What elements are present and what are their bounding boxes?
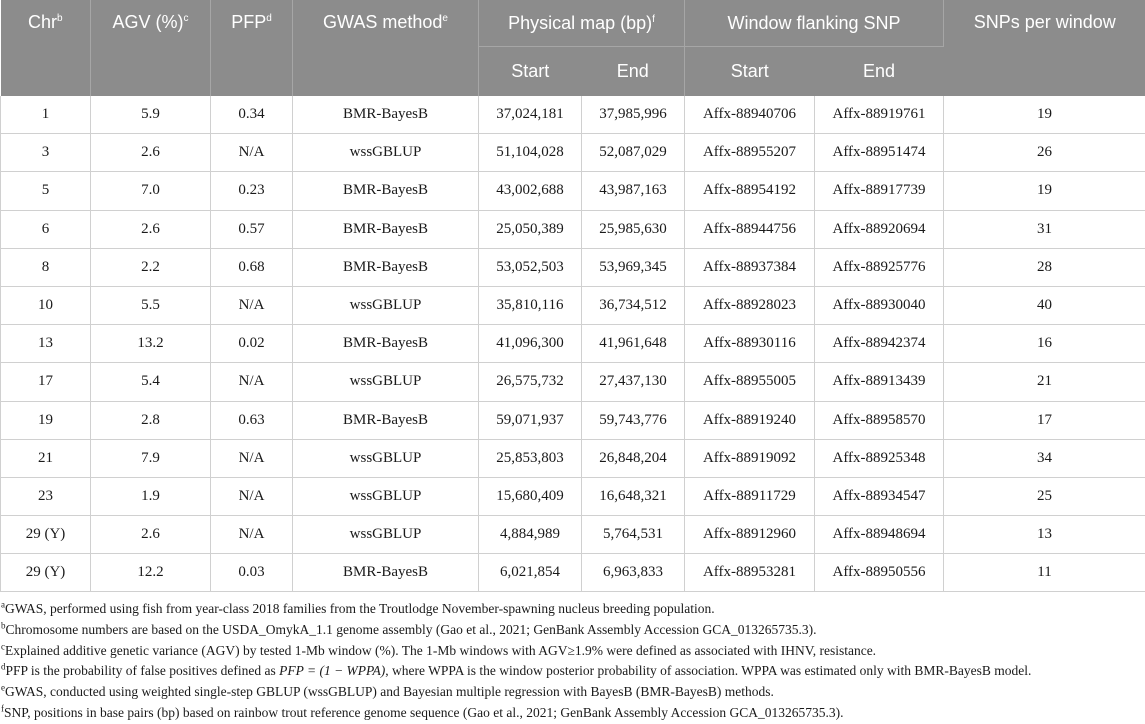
cell-snps-per-window: 17 <box>944 401 1145 439</box>
cell-snps-per-window: 13 <box>944 516 1145 554</box>
cell-agv: 5.4 <box>91 363 211 401</box>
table-row <box>1 439 1145 477</box>
cell-agv: 12.2 <box>91 554 211 592</box>
cell-agv: 7.0 <box>91 172 211 210</box>
cell-gwas-method: BMR-BayesB <box>293 96 479 134</box>
cell-physical-end: 5,764,531 <box>582 516 685 554</box>
cell-snp-start: Affx-88928023 <box>685 286 815 324</box>
cell-snp-start: Affx-88953281 <box>685 554 815 592</box>
cell-physical-start: 51,104,028 <box>479 134 582 172</box>
table-row <box>1 134 1145 172</box>
cell-pfp: N/A <box>211 516 293 554</box>
cell-physical-start: 59,071,937 <box>479 401 582 439</box>
cell-physical-end: 41,961,648 <box>582 325 685 363</box>
cell-snps-per-window: 16 <box>944 325 1145 363</box>
cell-pfp: 0.02 <box>211 325 293 363</box>
cell-snps-per-window: 21 <box>944 363 1145 401</box>
cell-chr: 29 (Y) <box>1 554 91 592</box>
header-agv: AGV (%)$^c$ <box>91 0 211 96</box>
cell-chr: 5 <box>1 172 91 210</box>
cell-gwas-method: BMR-BayesB <box>293 248 479 286</box>
cell-pfp: N/A <box>211 439 293 477</box>
cell-snp-end: Affx-88930040 <box>815 286 944 324</box>
header-window-flanking-snp: Window flanking SNP <box>685 0 944 47</box>
cell-gwas-method: wssGBLUP <box>293 516 479 554</box>
header-chr: Chr$^b$ <box>1 0 91 96</box>
cell-snp-end: Affx-88934547 <box>815 477 944 515</box>
cell-chr: 8 <box>1 248 91 286</box>
cell-snps-per-window: 26 <box>944 134 1145 172</box>
footnote-f: $^f$SNP, positions in base pairs (bp) based on rainbow trout reference genome sequence (Gao et al., 2021; GenBank Assembly Accession GCA_013265735.3). <box>1 703 844 720</box>
cell-snp-end: Affx-88917739 <box>815 172 944 210</box>
cell-pfp: N/A <box>211 477 293 515</box>
cell-snps-per-window: 40 <box>944 286 1145 324</box>
cell-chr: 19 <box>1 401 91 439</box>
cell-agv: 2.6 <box>91 134 211 172</box>
cell-gwas-method: BMR-BayesB <box>293 554 479 592</box>
cell-snp-start: Affx-88930116 <box>685 325 815 363</box>
cell-pfp: N/A <box>211 134 293 172</box>
cell-agv: 2.6 <box>91 210 211 248</box>
cell-chr: 23 <box>1 477 91 515</box>
header-physical-end: End <box>582 47 685 97</box>
cell-gwas-method: BMR-BayesB <box>293 210 479 248</box>
cell-agv: 13.2 <box>91 325 211 363</box>
cell-physical-end: 53,969,345 <box>582 248 685 286</box>
table-row <box>1 363 1145 401</box>
table-row <box>1 96 1145 134</box>
table-row <box>1 172 1145 210</box>
cell-physical-end: 27,437,130 <box>582 363 685 401</box>
cell-pfp: N/A <box>211 363 293 401</box>
cell-snp-start: Affx-88944756 <box>685 210 815 248</box>
cell-physical-start: 53,052,503 <box>479 248 582 286</box>
table-row <box>1 516 1145 554</box>
cell-physical-start: 35,810,116 <box>479 286 582 324</box>
header-physical-start: Start <box>479 47 582 97</box>
cell-chr: 1 <box>1 96 91 134</box>
table-row <box>1 554 1145 592</box>
table-body <box>1 96 1145 592</box>
cell-agv: 2.2 <box>91 248 211 286</box>
cell-physical-end: 16,648,321 <box>582 477 685 515</box>
pfp-formula: PFP = (1 − WPPA) <box>279 663 386 679</box>
table-row <box>1 325 1145 363</box>
header-snps-per-window: SNPs per window <box>944 0 1145 96</box>
cell-chr: 13 <box>1 325 91 363</box>
cell-physical-end: 37,985,996 <box>582 96 685 134</box>
table-row <box>1 286 1145 324</box>
cell-physical-end: 6,963,833 <box>582 554 685 592</box>
table-row <box>1 210 1145 248</box>
cell-snp-end: Affx-88948694 <box>815 516 944 554</box>
cell-pfp: N/A <box>211 286 293 324</box>
cell-gwas-method: BMR-BayesB <box>293 172 479 210</box>
table-row <box>1 477 1145 515</box>
cell-pfp: 0.34 <box>211 96 293 134</box>
footnote-e: $^e$GWAS, conducted using weighted single-step GBLUP (wssGBLUP) and Bayesian multiple regression with BayesB (BMR-BayesB) methods. <box>1 682 774 700</box>
table-row <box>1 401 1145 439</box>
footnote-c: $^c$Explained additive genetic variance (AGV) by tested 1-Mb window (%). The 1-Mb windows with AGV≥1.9% were defined as associated with IHNV, resistance. <box>1 641 877 658</box>
footnote-d: $^d$PFP is the probability of false positives defined as PFP = (1 − WPPA), where WPPA is the window posterior probability of association. WPPA was estimated only with BMR-BayesB model. <box>1 661 1032 679</box>
cell-agv: 2.8 <box>91 401 211 439</box>
cell-pfp: 0.57 <box>211 210 293 248</box>
cell-chr: 6 <box>1 210 91 248</box>
footnotes <box>1 599 1141 724</box>
cell-chr: 21 <box>1 439 91 477</box>
cell-physical-start: 15,680,409 <box>479 477 582 515</box>
cell-pfp: 0.63 <box>211 401 293 439</box>
cell-physical-end: 59,743,776 <box>582 401 685 439</box>
cell-chr: 17 <box>1 363 91 401</box>
cell-snp-start: Affx-88954192 <box>685 172 815 210</box>
cell-snp-end: Affx-88919761 <box>815 96 944 134</box>
cell-physical-start: 4,884,989 <box>479 516 582 554</box>
cell-gwas-method: BMR-BayesB <box>293 401 479 439</box>
cell-gwas-method: BMR-BayesB <box>293 325 479 363</box>
cell-pfp: 0.03 <box>211 554 293 592</box>
cell-physical-end: 26,848,204 <box>582 439 685 477</box>
cell-gwas-method: wssGBLUP <box>293 363 479 401</box>
table-row <box>1 248 1145 286</box>
cell-snp-start: Affx-88937384 <box>685 248 815 286</box>
cell-snp-start: Affx-88955207 <box>685 134 815 172</box>
cell-pfp: 0.23 <box>211 172 293 210</box>
cell-chr: 3 <box>1 134 91 172</box>
cell-snp-end: Affx-88920694 <box>815 210 944 248</box>
cell-physical-end: 36,734,512 <box>582 286 685 324</box>
cell-gwas-method: wssGBLUP <box>293 477 479 515</box>
cell-physical-start: 43,002,688 <box>479 172 582 210</box>
cell-snp-start: Affx-88919240 <box>685 401 815 439</box>
cell-physical-start: 25,853,803 <box>479 439 582 477</box>
cell-snps-per-window: 28 <box>944 248 1145 286</box>
cell-chr: 29 (Y) <box>1 516 91 554</box>
cell-snp-start: Affx-88912960 <box>685 516 815 554</box>
cell-physical-start: 37,024,181 <box>479 96 582 134</box>
cell-snp-end: Affx-88951474 <box>815 134 944 172</box>
cell-snp-end: Affx-88958570 <box>815 401 944 439</box>
cell-snps-per-window: 19 <box>944 96 1145 134</box>
header-snp-end: End <box>815 47 944 97</box>
header-pfp: PFP$^d$ <box>211 0 293 96</box>
cell-snp-end: Affx-88950556 <box>815 554 944 592</box>
cell-gwas-method: wssGBLUP <box>293 286 479 324</box>
cell-physical-start: 26,575,732 <box>479 363 582 401</box>
cell-agv: 2.6 <box>91 516 211 554</box>
cell-gwas-method: wssGBLUP <box>293 134 479 172</box>
cell-snp-end: Affx-88925776 <box>815 248 944 286</box>
cell-snp-start: Affx-88911729 <box>685 477 815 515</box>
header-physical-map: Physical map (bp)$^f$ <box>479 0 685 47</box>
header-gwas-method: GWAS method$^e$ <box>293 0 479 96</box>
cell-snp-start: Affx-88940706 <box>685 96 815 134</box>
cell-physical-end: 52,087,029 <box>582 134 685 172</box>
cell-snp-start: Affx-88955005 <box>685 363 815 401</box>
cell-snp-end: Affx-88925348 <box>815 439 944 477</box>
cell-snps-per-window: 31 <box>944 210 1145 248</box>
cell-agv: 7.9 <box>91 439 211 477</box>
cell-physical-end: 43,987,163 <box>582 172 685 210</box>
footnote-a: $^a$GWAS, performed using fish from year-class 2018 families from the Troutlodge November-spawning nucleus breeding population. <box>1 599 715 616</box>
cell-gwas-method: wssGBLUP <box>293 439 479 477</box>
cell-agv: 5.9 <box>91 96 211 134</box>
cell-pfp: 0.68 <box>211 248 293 286</box>
header-snp-start: Start <box>685 47 815 97</box>
cell-agv: 1.9 <box>91 477 211 515</box>
cell-physical-start: 25,050,389 <box>479 210 582 248</box>
cell-snps-per-window: 25 <box>944 477 1145 515</box>
cell-snps-per-window: 34 <box>944 439 1145 477</box>
cell-physical-start: 6,021,854 <box>479 554 582 592</box>
cell-physical-end: 25,985,630 <box>582 210 685 248</box>
footnote-b: $^b$Chromosome numbers are based on the USDA_OmykA_1.1 genome assembly (Gao et al., 2021; GenBank Assembly Accession GCA_013265735.3). <box>1 620 817 637</box>
cell-snps-per-window: 11 <box>944 554 1145 592</box>
cell-snps-per-window: 19 <box>944 172 1145 210</box>
cell-chr: 10 <box>1 286 91 324</box>
cell-snp-end: Affx-88913439 <box>815 363 944 401</box>
cell-snp-end: Affx-88942374 <box>815 325 944 363</box>
cell-agv: 5.5 <box>91 286 211 324</box>
cell-physical-start: 41,096,300 <box>479 325 582 363</box>
cell-snp-start: Affx-88919092 <box>685 439 815 477</box>
